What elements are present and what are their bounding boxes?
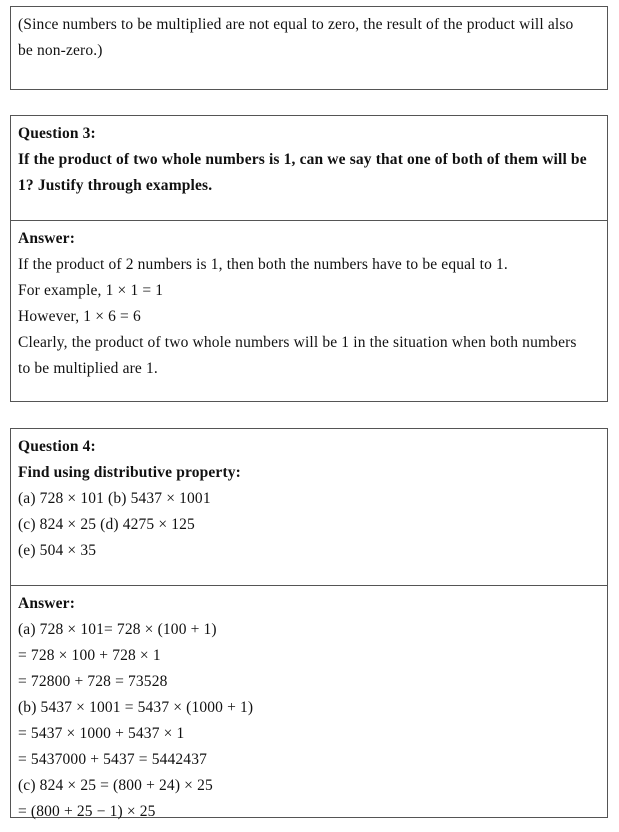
answer-4-line: (a) 728 × 101= 728 × (100 + 1) xyxy=(18,621,217,638)
question-4-cell xyxy=(11,429,607,585)
question-4-text-line: (a) 728 × 101 (b) 5437 × 1001 xyxy=(18,490,211,507)
question-3-heading: Question 3: xyxy=(18,125,96,142)
answer-3-line: to be multiplied are 1. xyxy=(18,360,158,377)
answer-3-line: For example, 1 × 1 = 1 xyxy=(18,282,164,299)
answer-3-cell xyxy=(11,220,607,401)
question-4-heading: Question 4: xyxy=(18,438,96,455)
question-4-title: Find using distributive property: xyxy=(18,464,241,481)
previous-answer-box xyxy=(10,6,608,90)
previous-answer-text xyxy=(11,7,607,64)
question-3-text-line: If the product of two whole numbers is 1, can we say that one of both of them will be xyxy=(18,151,587,168)
question-3-text-line: 1? Justify through examples. xyxy=(18,177,213,194)
answer-3-heading: Answer: xyxy=(18,230,76,247)
answer-4-line: = 728 × 100 + 728 × 1 xyxy=(18,647,161,664)
answer-4-line: (c) 824 × 25 = (800 + 24) × 25 xyxy=(18,777,213,794)
answer-4-line: (b) 5437 × 1001 = 5437 × (1000 + 1) xyxy=(18,699,254,716)
answer-4-heading: Answer: xyxy=(18,595,76,612)
answer-line: (Since numbers to be multiplied are not equal to zero, the result of the product will also xyxy=(18,16,574,33)
answer-4-line: = (800 + 25 − 1) × 25 xyxy=(18,803,156,820)
answer-line: be non-zero.) xyxy=(18,42,103,59)
answer-4-line: = 5437000 + 5437 = 5442437 xyxy=(18,751,207,768)
question-4-box xyxy=(10,428,608,818)
answer-3-line: However, 1 × 6 = 6 xyxy=(18,308,141,325)
question-3-box xyxy=(10,115,608,402)
answer-4-line: = 5437 × 1000 + 5437 × 1 xyxy=(18,725,185,742)
answer-4-line: = 72800 + 728 = 73528 xyxy=(18,673,168,690)
question-3-cell xyxy=(11,116,607,220)
answer-4-cell xyxy=(11,585,607,820)
question-4-text-line: (c) 824 × 25 (d) 4275 × 125 xyxy=(18,516,195,533)
answer-3-line: Clearly, the product of two whole numbers will be 1 in the situation when both numbers xyxy=(18,334,577,351)
question-4-text-line: (e) 504 × 35 xyxy=(18,542,97,559)
answer-3-line: If the product of 2 numbers is 1, then both the numbers have to be equal to 1. xyxy=(18,256,508,273)
